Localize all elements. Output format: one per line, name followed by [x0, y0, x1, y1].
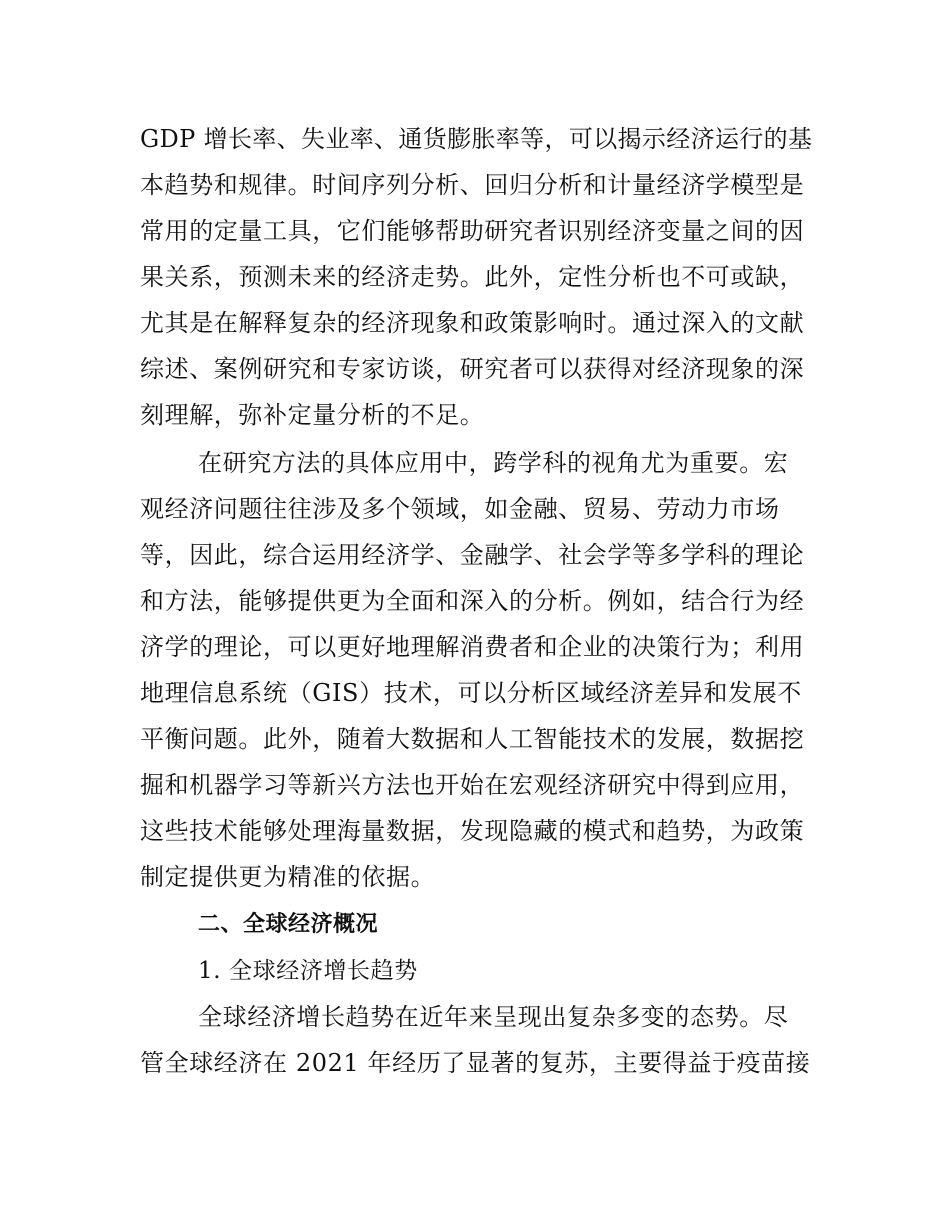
paragraph-2-line-9: 这些技术能够处理海量数据，发现隐藏的模式和趋势，为政策: [140, 817, 805, 845]
paragraph-2-line-3: 等，因此，综合运用经济学、金融学、社会学等多学科的理论: [140, 541, 805, 569]
paragraph-2-line-4: 和方法，能够提供更为全面和深入的分析。例如，结合行为经: [140, 587, 805, 615]
paragraph-1-line-1: GDP 增长率、失业率、通货膨胀率等，可以揭示经济运行的基: [140, 125, 813, 153]
paragraph-1-line-3: 常用的定量工具，它们能够帮助研究者识别经济变量之间的因: [140, 217, 805, 245]
paragraph-1-line-2: 本趋势和规律。时间序列分析、回归分析和计量经济学模型是: [140, 171, 805, 199]
paragraph-2-line-6: 地理信息系统（GIS）技术，可以分析区域经济差异和发展不: [140, 679, 802, 707]
paragraph-2-line-8: 掘和机器学习等新兴方法也开始在宏观经济研究中得到应用，: [140, 771, 805, 799]
paragraph-1-line-6: 综述、案例研究和专家访谈，研究者可以获得对经济现象的深: [140, 355, 805, 383]
paragraph-2-line-2: 观经济问题往往涉及多个领域，如金融、贸易、劳动力市场: [140, 495, 780, 523]
paragraph-2-line-5: 济学的理论，可以更好地理解消费者和企业的决策行为；利用: [140, 633, 805, 661]
paragraph-3-line-1: 全球经济增长趋势在近年来呈现出复杂多变的态势。尽: [198, 1003, 789, 1031]
paragraph-2-line-7: 平衡问题。此外，随着大数据和人工智能技术的发展，数据挖: [140, 725, 805, 753]
paragraph-1-line-7: 刻理解，弥补定量分析的不足。: [140, 401, 485, 429]
paragraph-3-line-2: 管全球经济在 2021 年经历了显著的复苏，主要得益于疫苗接: [140, 1049, 811, 1077]
paragraph-1-line-4: 果关系，预测未来的经济走势。此外，定性分析也不可或缺，: [140, 263, 805, 291]
paragraph-2-line-1: 在研究方法的具体应用中，跨学科的视角尤为重要。宏: [198, 449, 789, 477]
paragraph-2-line-10: 制定提供更为精准的依据。: [140, 863, 436, 891]
section-heading: 二、全球经济概况: [198, 912, 379, 937]
subsection-heading: 1. 全球经济增长趋势: [198, 958, 418, 984]
paragraph-1-line-5: 尤其是在解释复杂的经济现象和政策影响时。通过深入的文献: [140, 309, 805, 337]
